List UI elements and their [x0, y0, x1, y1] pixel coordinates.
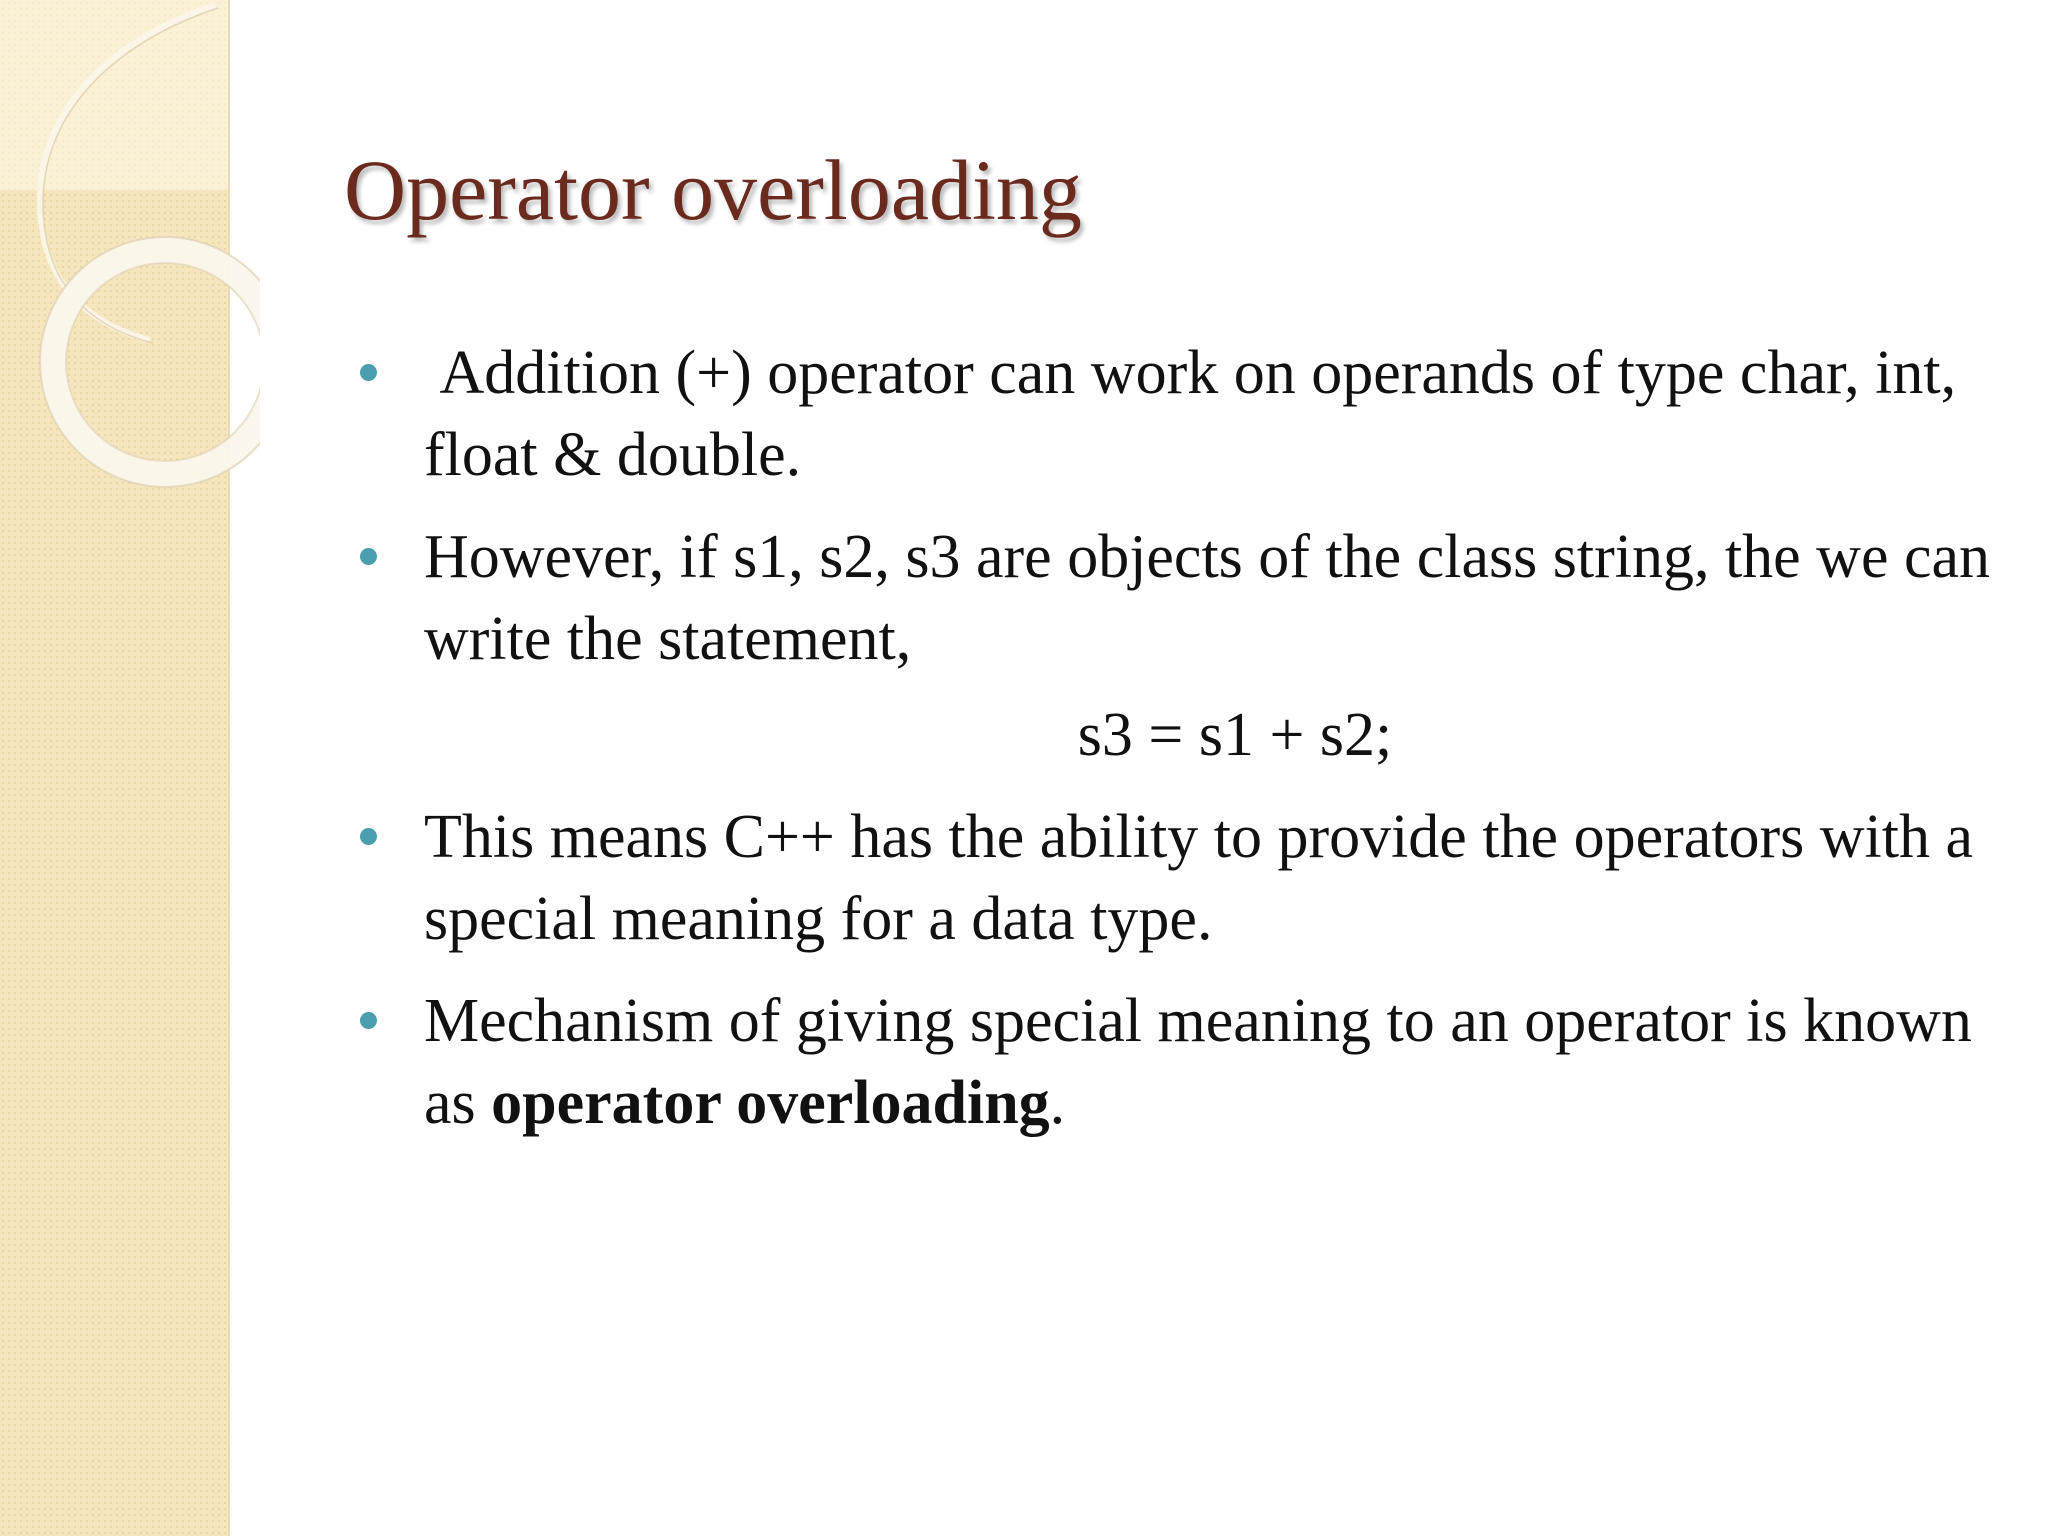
bullet-item: [360, 516, 2000, 680]
bullet-dot-icon: [360, 1012, 377, 1029]
bullet-text-before: Mechanism of giving special meaning to an operator is known as: [424, 987, 1972, 1137]
bullet-text: [424, 980, 2000, 1144]
bullet-dot-icon: [360, 828, 377, 845]
bullet-text: Addition (+) operator can work on operands of type char, int, float & double.: [424, 339, 1972, 489]
bullet-dot-icon: [360, 364, 377, 381]
bullet-text: However, if s1, s2, s3 are objects of the class string, the we can write the statement,: [424, 523, 1991, 673]
bold-term: operator overloading: [491, 1069, 1050, 1137]
bullet-dot-icon: [360, 548, 377, 565]
code-statement: s3 = s1 + s2;: [1077, 701, 1393, 769]
bullet-item: [360, 980, 2000, 1144]
bullet-text-after: .: [1049, 1069, 1066, 1137]
bullet-list: [360, 332, 2000, 1164]
bullet-item: [360, 332, 2000, 496]
bullet-text: This means C++ has the ability to provide the operators with a special meaning for a data type.: [424, 803, 1974, 953]
slide-title: Operator overloading: [344, 142, 1082, 238]
bullet-item: [360, 796, 2000, 960]
decorative-rings: [0, 0, 260, 520]
